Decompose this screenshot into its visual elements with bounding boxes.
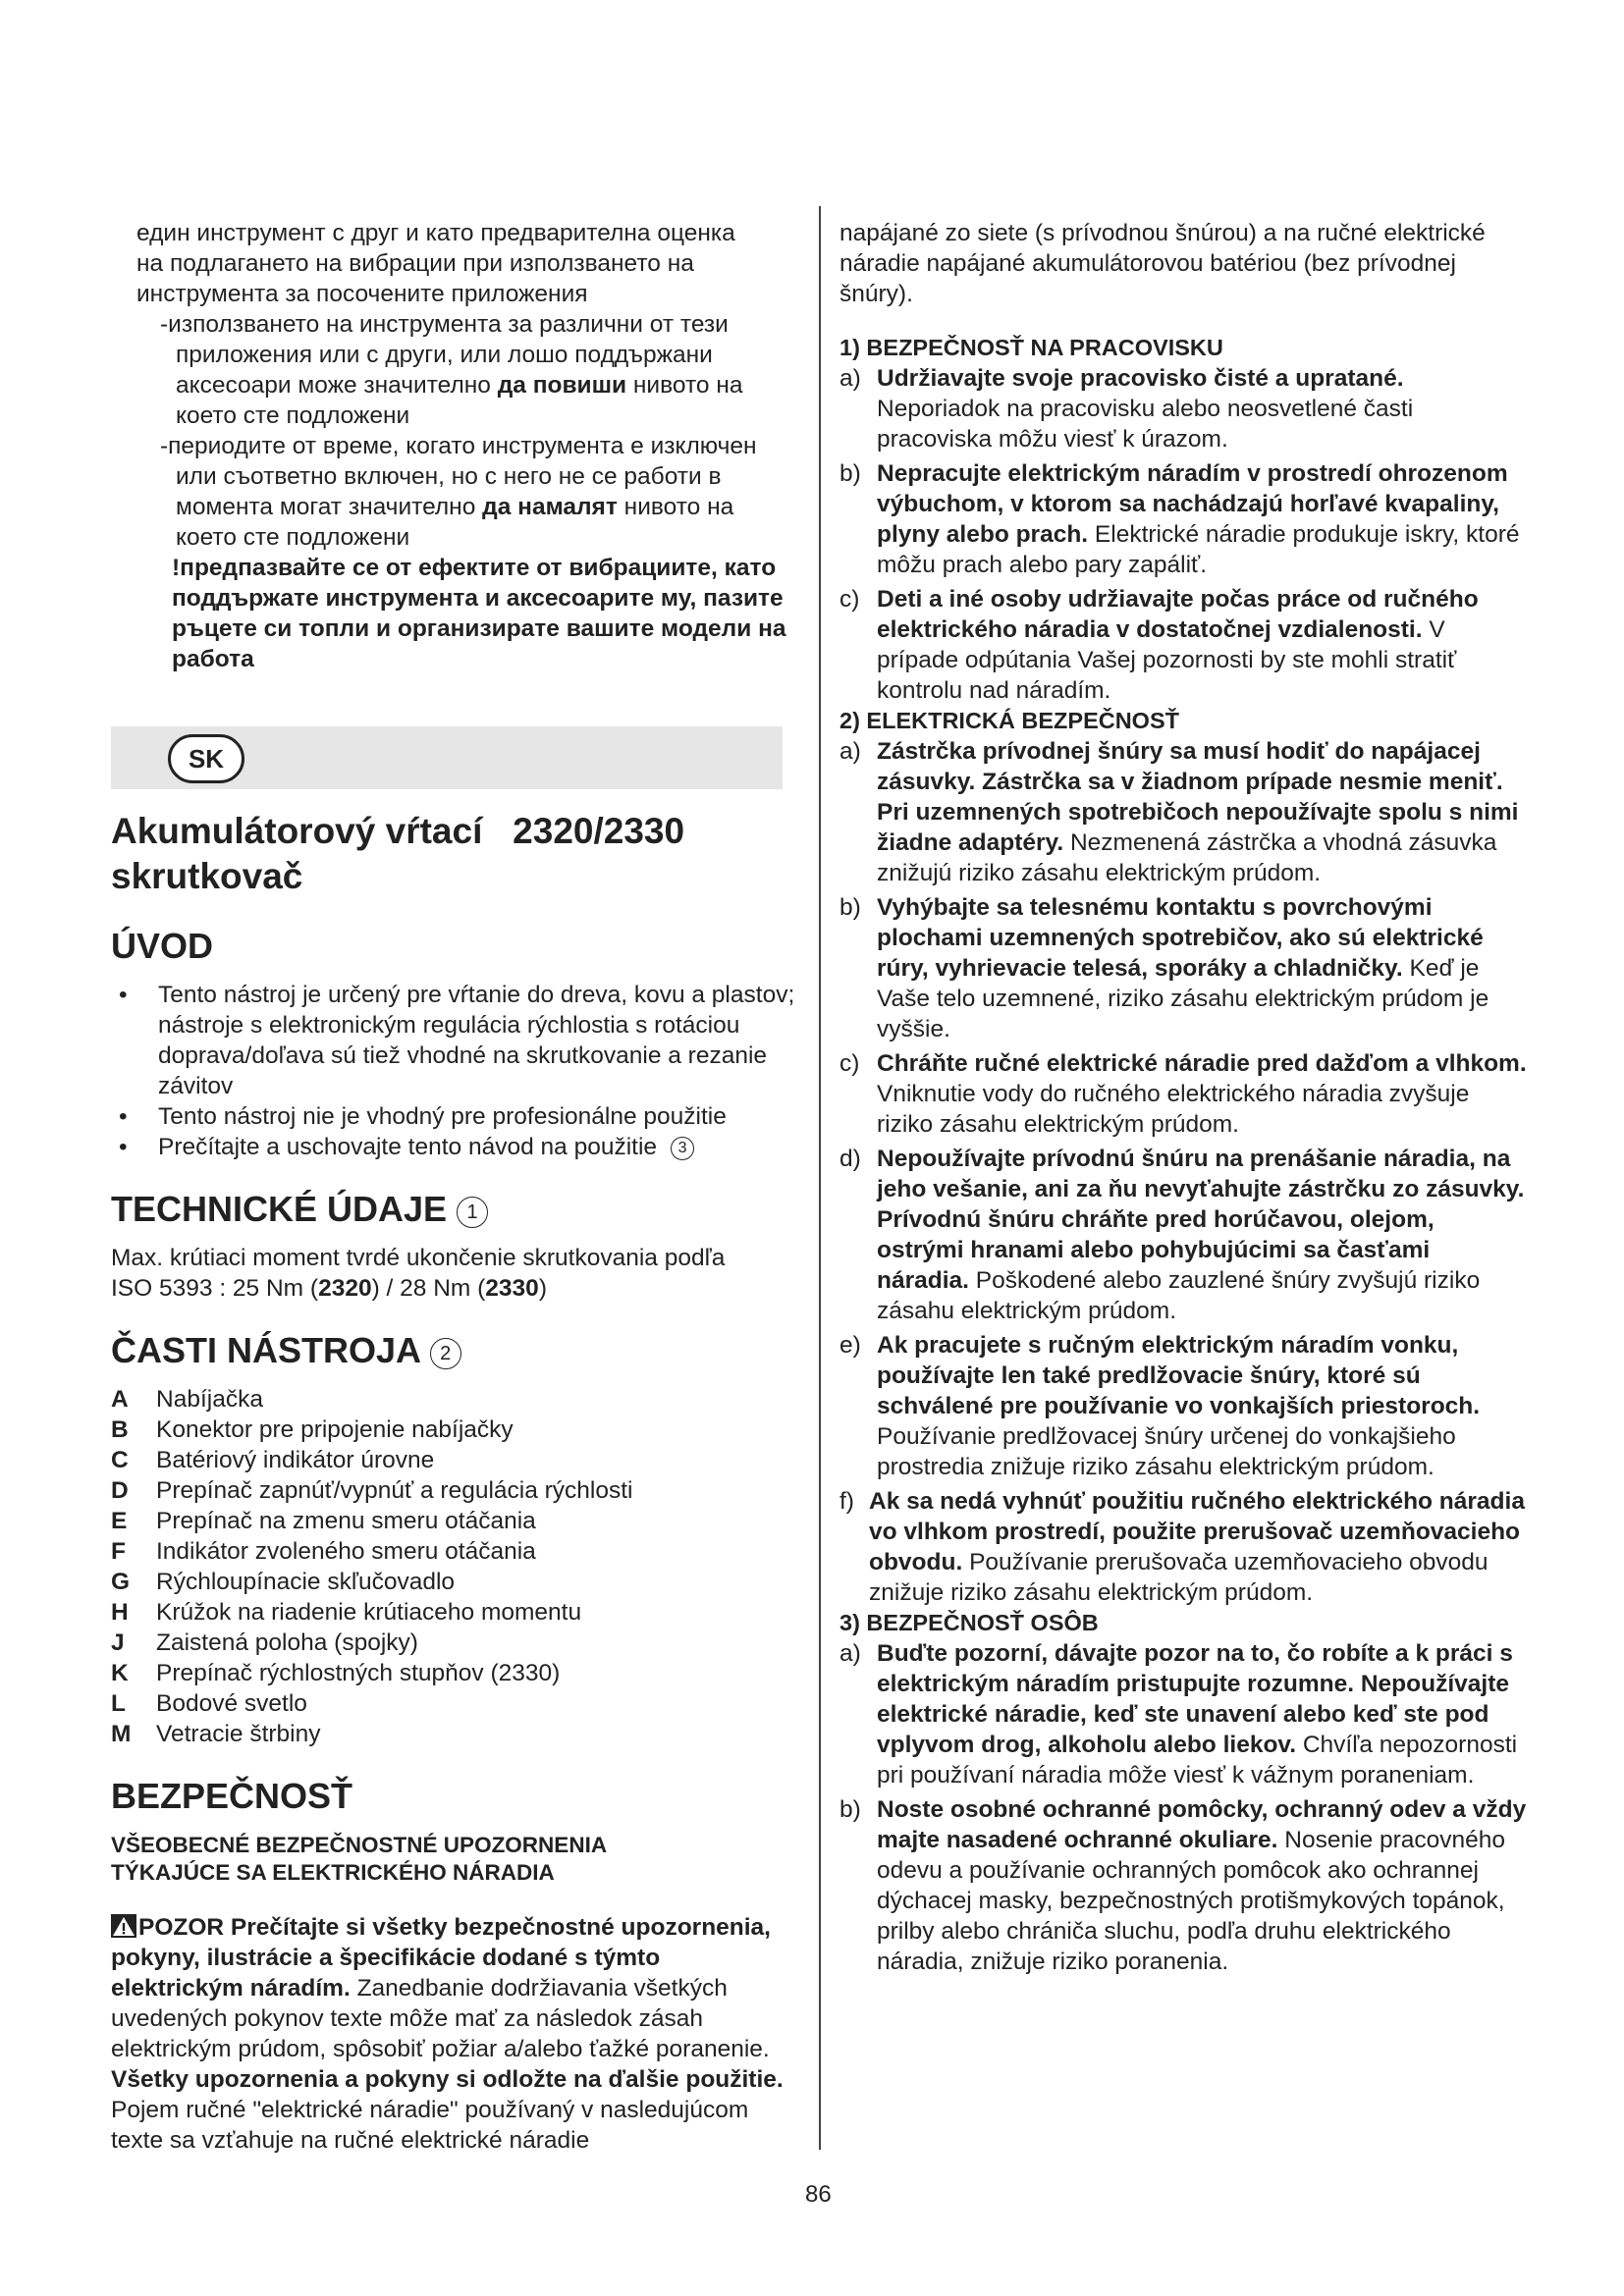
right-column — [839, 218, 1527, 1977]
language-band — [111, 726, 783, 789]
figure-ref: 3 — [671, 1137, 694, 1160]
tech-line: ISO 5393 : 25 Nm (2320) / 28 Nm (2330) — [111, 1275, 547, 1302]
rule-item: a) Buďte pozorní, dávajte pozor na to, čo robíte a k práci s elektrickým náradím pristupujte rozumne. Nepoužívajte elektrické náradie, keď ste unavení alebo keď ste pod vplyvom drog, alkoholu alebo liekov. Chvíľa nepozornosti pri používaní náradia môže viesť k vážnym poraneniam. — [839, 1640, 1518, 1789]
column-divider — [819, 206, 821, 2150]
rule-item: d) Nepoužívajte prívodnú šnúru na prenášanie náradia, na jeho vešanie, ani za ňu nevyťahujte zástrčku zo zásuvky. Prívodnú šnúru chráňte pred horúčavou, olejom, ostrými hranami alebo pohybujúcimi sa časťami náradia. Poškodené alebo zauzlené šnúry zvyšujú riziko zásahu elektrickým prúdom. — [839, 1146, 1525, 1324]
bullet-item: • Tento nástroj nie je vhodný pre profesionálne použitie — [111, 1101, 798, 1132]
tech-heading: TECHNICKÉ ÚDAJE 1 — [111, 1188, 798, 1231]
bg-intro-line: един инструмент с друг и като предварителна оценка — [136, 220, 735, 246]
rule-item: b) Nepracujte elektrickým náradím v prostredí ohrozenom výbuchom, v ktorom sa nachádzajú horľavé kvapaliny, plyny alebo prach. Elektrické náradie produkuje iskry, ktoré môžu prach alebo pary zapáliť. — [839, 460, 1520, 578]
bg-dash-item: -периодите от време, когато инструмента е изключен или съответно включен, но с него не се работи в момента могат значително да намалят нивото на което сте подложени — [160, 433, 757, 551]
rule-item: a) Udržiavajte svoje pracovisko čisté a upratané. Neporiadok na pracovisku alebo neosvetlené časti pracoviska môžu viesť k úrazom. — [839, 365, 1414, 453]
safety-continuation: napájané zo siete (s prívodnou šnúrou) a na ručné elektrické náradie napájané akumulátorovou batériou (bez prívodnej šnúry). — [839, 220, 1486, 307]
parts-row: M Vetracie štrbiny — [111, 1721, 321, 1747]
bg-intro-line: инструмента за посочените приложения — [136, 281, 588, 307]
parts-row: B Konektor pre pripojenie nabíjačky — [111, 1416, 514, 1443]
bullet-item: • Prečítajte a uschovajte tento návod na použitie 3 — [111, 1132, 798, 1162]
parts-row: K Prepínač rýchlostných stupňov (2330) — [111, 1660, 561, 1686]
parts-row: J Zaistená poloha (spojky) — [111, 1629, 418, 1656]
bg-vibration-warning: !предпазвайте се от ефектите от вибрациите, като поддържате инструмента и аксесоарите му, пазите ръцете си топли и организирате вашите модели на работа — [172, 555, 786, 672]
figure-ref: 2 — [430, 1338, 461, 1369]
bg-intro — [111, 218, 798, 309]
parts-row: E Prepínač na zmenu smeru otáčania — [111, 1508, 536, 1534]
left-column — [111, 218, 798, 674]
parts-row: D Prepínač zapnúť/vypnúť a regulácia rýchlosti — [111, 1477, 633, 1504]
rule-item: a) Zástrčka prívodnej šnúry sa musí hodiť do napájacej zásuvky. Zástrčka sa v žiadnom prípade nesmie meniť. Pri uzemnených spotrebičoch nepoužívajte spolu s nimi žiadne adaptéry. Nezmenená zástrčka a vhodná zásuvka znižujú riziko zásahu elektrickým prúdom. — [839, 738, 1519, 886]
rule-item: c) Deti a iné osoby udržiavajte počas práce od ručného elektrického náradia v dostatočnej vzdialenosti. V prípade odpútania Vašej pozornosti by ste mohli stratiť kontrolu nad náradím. — [839, 586, 1479, 704]
bg-intro-line: на подлагането на вибрации при използването на — [136, 250, 694, 277]
section-work-area: 1) BEZPEČNOSŤ NA PRACOVISKU — [839, 335, 1223, 360]
language-badge: SK — [168, 734, 244, 783]
rule-item: f) Ak sa nedá vyhnúť použitiu ručného elektrického náradia vo vlhkom prostredí, použite prerušovač uzemňovacieho obvodu. Používanie prerušovača uzemňovacieho obvodu znižuje riziko zásahu elektrickým prúdom. — [839, 1488, 1525, 1606]
page-number: 86 — [805, 2181, 832, 2208]
uvod-heading: ÚVOD — [111, 926, 214, 966]
parts-heading: ČASTI NÁSTROJA 2 — [111, 1329, 798, 1372]
section-personal: 3) BEZPEČNOSŤ OSÔB — [839, 1610, 1099, 1635]
left-column-main — [111, 801, 798, 2156]
product-title: Akumulátorový vŕtací 2320/2330 skrutkovač — [111, 811, 685, 896]
parts-row: G Rýchloupínacie skľučovadlo — [111, 1569, 456, 1595]
rule-item: e) Ak pracujete s ručným elektrickým náradím vonku, používajte len také predlžovacie šnúry, ktoré sú schválené pre používanie vo vonkajších priestoroch. Používanie predlžovacej šnúry určenej do vonkajšieho prostredia znižuje riziko zásahu elektrickým prúdom. — [839, 1332, 1481, 1480]
rule-item: c) Chráňte ručné elektrické náradie pred dažďom a vlhkom. Vniknutie vody do ručného elektrického náradia zvyšuje riziko zásahu elektrickým prúdom. — [839, 1050, 1527, 1138]
safety-subheading: VŠEOBECNÉ BEZPEČNOSTNÉ UPOZORNENIA TÝKAJÚCE SA ELEKTRICKÉHO NÁRADIA — [111, 1833, 608, 1885]
figure-ref: 1 — [457, 1197, 488, 1228]
parts-row: C Batériový indikátor úrovne — [111, 1447, 435, 1473]
rule-item: b) Vyhýbajte sa telesnému kontaktu s povrchovými plochami uzemnených spotrebičov, ako sú elektrické rúry, vyhrievacie telesá, sporáky a chladničky. Keď je Vaše telo uzemnené, riziko zásahu elektrickým prúdom je vyššie. — [839, 894, 1489, 1042]
warning-icon — [111, 1914, 136, 1938]
bullet-item: • Tento nástroj je určený pre vŕtanie do dreva, kovu a plastov; nástroje s elektronickým regulácia rýchlostia s rotáciou doprava/doľava sú tiež vhodné na skrutkovanie a rezanie závitov — [111, 980, 798, 1101]
parts-list — [111, 1384, 798, 1749]
parts-row: L Bodové svetlo — [111, 1690, 307, 1717]
parts-row: A Nabíjačka — [111, 1386, 263, 1413]
parts-row: F Indikátor zvoleného smeru otáčania — [111, 1538, 536, 1565]
section-electrical: 2) ELEKTRICKÁ BEZPEČNOSŤ — [839, 708, 1179, 733]
parts-row: H Krúžok na riadenie krútiaceho momentu — [111, 1599, 582, 1626]
safety-warning: POZOR Prečítajte si všetky bezpečnostné upozornenia, pokyny, ilustrácie a špecifikácie dodané s týmto elektrickým náradím. Zanedbanie dodržiavania všetkých uvedených pokynov texte môže mať za následok zásah elektrickým prúdom, spôsobiť požiar a/alebo ťažké poranenie. Všetky upozornenia a pokyny si odložte na ďalšie použitie. Pojem ručné "elektrické náradie" používaný v nasledujúcom texte sa vzťahuje na ručné elektrické náradie — [111, 1914, 784, 2154]
safety-heading: BEZPEČNOSŤ — [111, 1776, 353, 1816]
rule-item: b) Noste osobné ochranné pomôcky, ochranný odev a vždy majte nasadené ochranné okuliare. Nosenie pracovného odevu a používanie ochranných pomôcok ako ochrannej dýchacej masky, bezpečnostných protišmykových topánok, prilby alebo chrániča sluchu, podľa druhu elektrického náradia, znižuje riziko poranenia. — [839, 1796, 1527, 1975]
bg-dash-item: -използването на инструмента за различни от тези приложения или с други, или лошо поддържани аксесоари може значително да повиши нивото на което сте подложени — [160, 311, 743, 429]
tech-line: Max. krútiaci moment tvrdé ukončenie skrutkovania podľa — [111, 1245, 726, 1271]
